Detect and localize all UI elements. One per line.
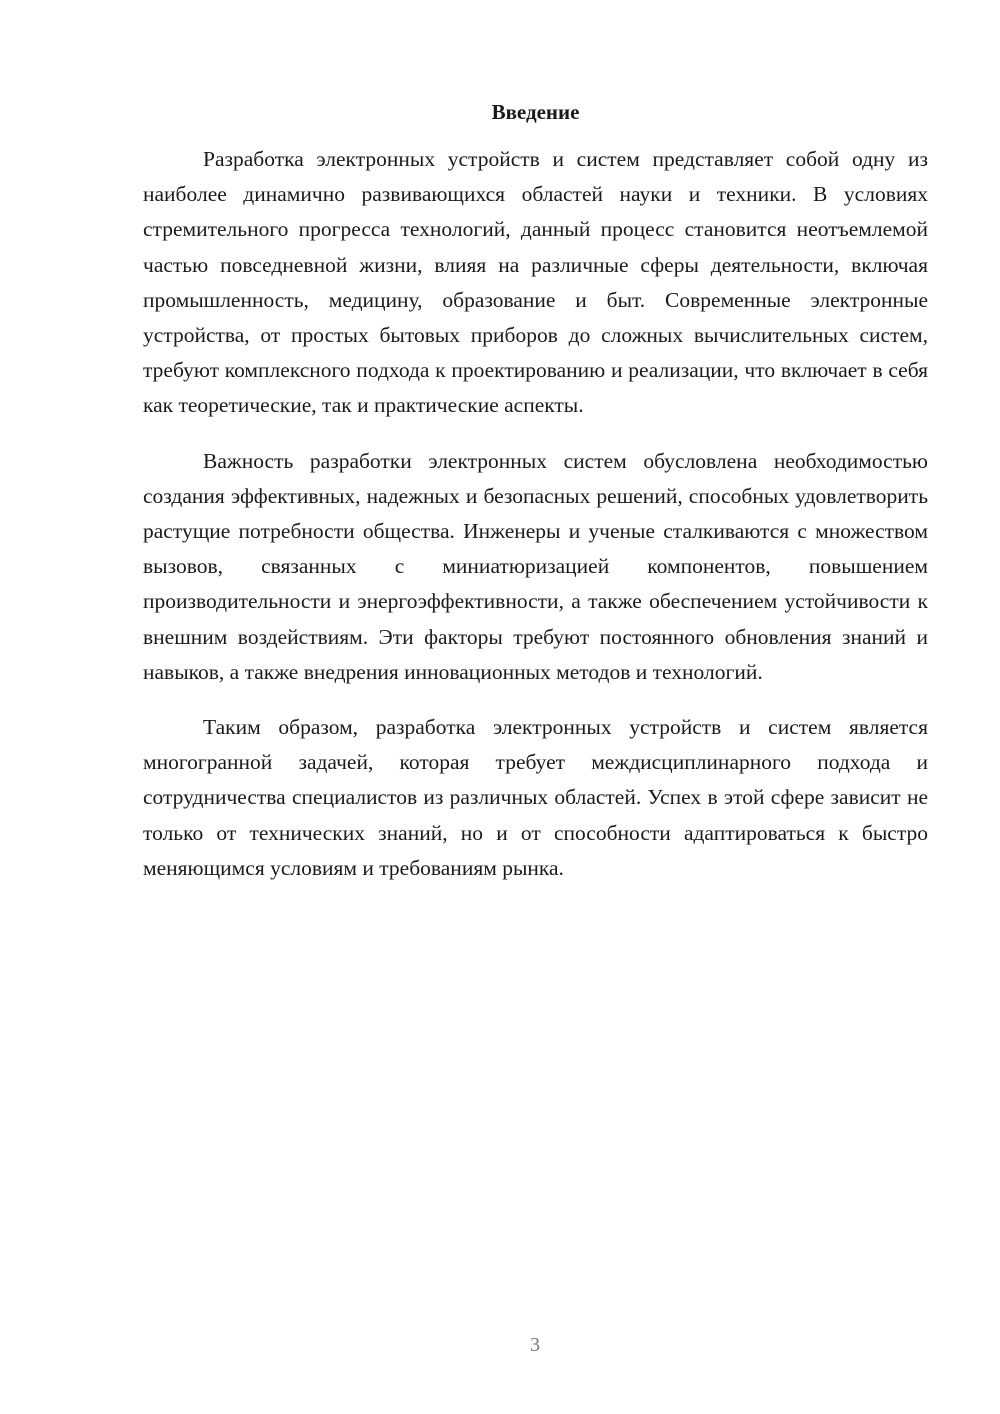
- page-title: Введение: [491, 100, 580, 124]
- page-number: 3: [530, 1334, 540, 1356]
- paragraph-2: Важность разработки электронных систем обусловлена необходимостью создания эффективных, надежных и безопасных решений, способных удовлетворить растущие потребности общества. Инженеры и ученые сталкиваются с множеством вызовов, связанных с миниатюризацией компонентов, повышением производительности и энергоэффективности, а также обеспечением устойчивости к внешним воздействиям. Эти факторы требуют постоянного обновления знаний и навыков, а также внедрения инновационных методов и технологий.: [143, 448, 928, 684]
- paragraph-3: Таким образом, разработка электронных устройств и систем является многогранной задачей, которая требует междисциплинарного подхода и сотрудничества специалистов из различных областей. Успех в этой сфере зависит не только от технических знаний, но и от способности адаптироваться к быстро меняющимся условиям и требованиям рынка.: [143, 715, 928, 880]
- document-body: [143, 142, 928, 906]
- paragraph-1: Разработка электронных устройств и систем представляет собой одну из наиболее динамично развивающихся областей науки и техники. В условиях стремительного прогресса технологий, данный процесс становится неотъемлемой частью повседневной жизни, влияя на различные сферы деятельности, включая промышленность, медицину, образование и быт. Современные электронные устройства, от простых бытовых приборов до сложных вычислительных систем, требуют комплексного подхода к проектированию и реализации, что включает в себя как теоретические, так и практические аспекты.: [143, 147, 928, 418]
